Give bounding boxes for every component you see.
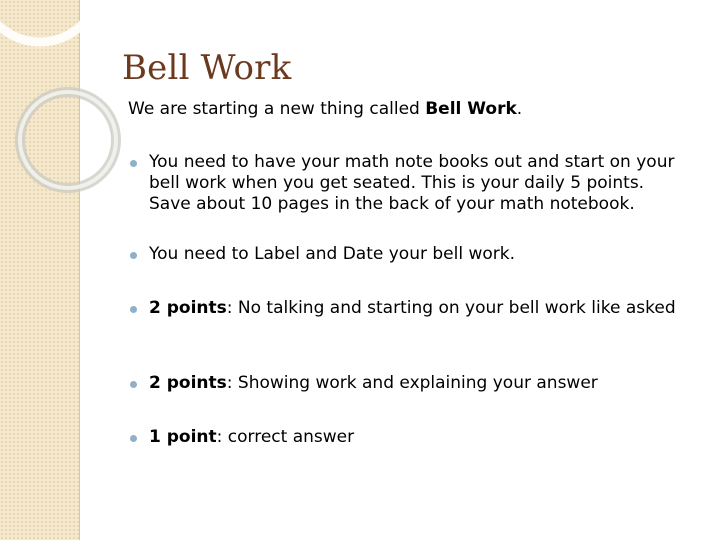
- bullet-text: [149, 298, 685, 319]
- bullet-text: [149, 152, 685, 215]
- intro-line: [128, 98, 522, 120]
- intro-suffix: .: [516, 99, 523, 119]
- bullet-bold: 2 points: [149, 373, 227, 393]
- bullet-dot: [130, 435, 137, 442]
- lower-ring-highlight: [20, 92, 116, 188]
- bullet-body: : correct answer: [216, 427, 355, 447]
- intro-prefix: We are starting a new thing called: [128, 99, 426, 119]
- bullet-body: You need to Label and Date your bell work.: [149, 244, 516, 264]
- bullet-text: [149, 427, 685, 448]
- bullet-bold: 1 point: [149, 427, 217, 447]
- bullet-bold: 2 points: [149, 298, 227, 318]
- slide-title: Bell Work: [122, 48, 292, 88]
- bullet-body: : Showing work and explaining your answer: [226, 373, 598, 393]
- bullet-text: [149, 373, 685, 394]
- bullet-text: [149, 244, 685, 265]
- intro-emphasis: Bell Work: [425, 99, 517, 119]
- bullet-body: : No talking and starting on your bell work like asked: [226, 298, 676, 318]
- ring-decoration: [0, 0, 140, 260]
- bullet-body: You need to have your math note books out and start on your bell work when you get seated. This is your daily 5 points. Save about 10 pages in the back of your math notebook.: [149, 152, 675, 214]
- bullet-dot: [130, 160, 137, 167]
- bullet-dot: [130, 381, 137, 388]
- upper-ring: [0, 0, 100, 42]
- bullet-dot: [130, 306, 137, 313]
- bullet-dot: [130, 252, 137, 259]
